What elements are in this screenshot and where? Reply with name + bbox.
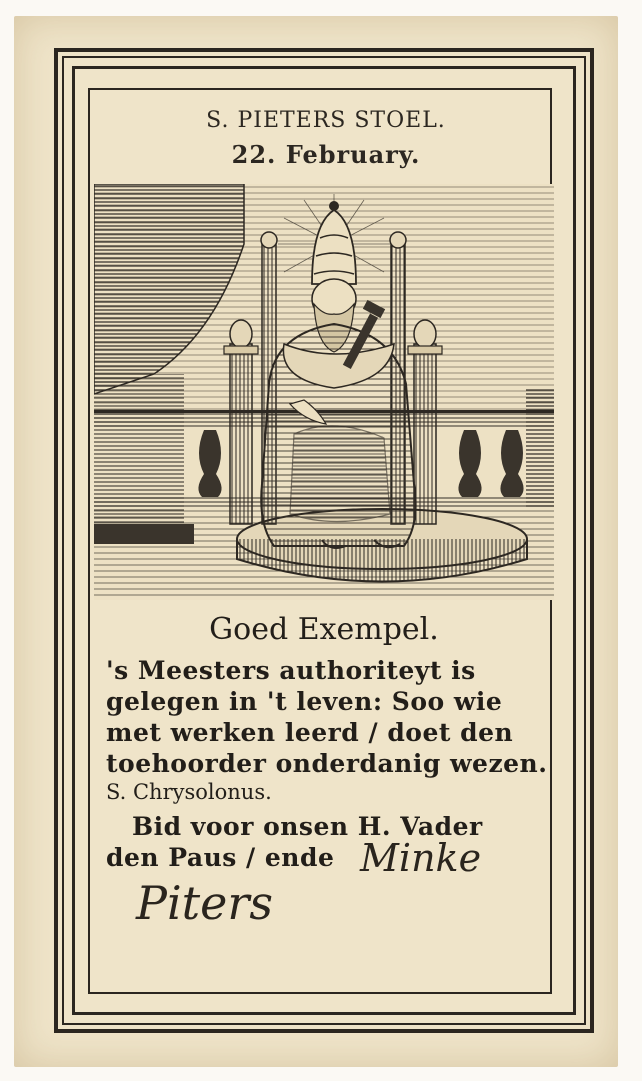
handwritten-name-first: Minke bbox=[360, 836, 482, 880]
header bbox=[96, 96, 556, 184]
text-line: met werken leerd / doet den bbox=[106, 718, 514, 747]
text-line: 's Meesters authoriteyt is bbox=[106, 656, 476, 685]
page-title: S. PIETERS STOEL. bbox=[206, 108, 446, 133]
text-line: gelegen in 't leven: Soo wie bbox=[106, 687, 503, 716]
text-heading: Goed Exempel. bbox=[209, 612, 439, 647]
source-attribution: S. Chrysolonus. bbox=[106, 780, 272, 804]
prayer-line: den Paus / ende bbox=[106, 843, 335, 872]
prayer-line: Bid voor onsen H. Vader bbox=[132, 812, 483, 841]
handwritten-name-second: Piters bbox=[136, 876, 273, 930]
text-line: toehoorder onderdanig wezen. bbox=[106, 749, 548, 778]
engraving-st-peter-on-throne bbox=[94, 184, 554, 600]
feast-date: 22. February. bbox=[231, 140, 421, 169]
